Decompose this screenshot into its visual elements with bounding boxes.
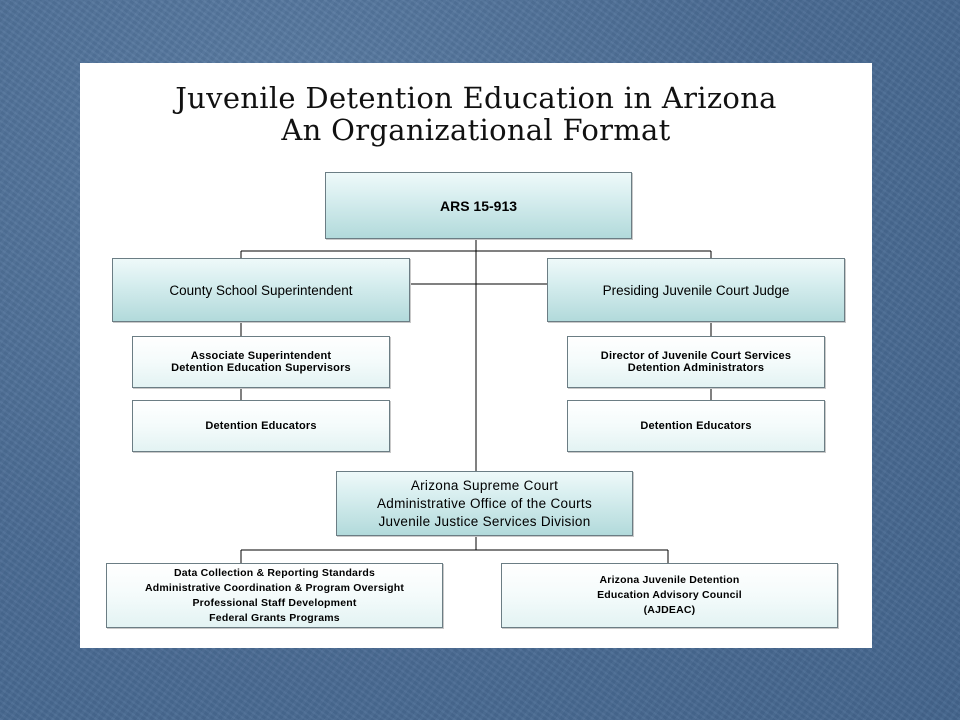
diagram-title-line-2: An Organizational Format [281, 113, 671, 147]
node-detention-educators-right [567, 400, 825, 452]
node-county-school-superintendent [112, 258, 410, 322]
node-educators-right-line-1: Detention Educators [640, 420, 752, 432]
node-council-line-1: Arizona Juvenile Detention [599, 574, 740, 586]
node-ars-line-1: ARS 15-913 [439, 197, 518, 214]
node-standards-line-1: Data Collection & Reporting Standards [173, 566, 376, 579]
node-ars-15-913 [325, 172, 632, 239]
slide-canvas [80, 63, 872, 648]
node-associate-line-2: Detention Education Supervisors [171, 362, 351, 374]
node-judge-line-1: Presiding Juvenile Court Judge [602, 282, 790, 298]
node-director-line-1: Director of Juvenile Court Services [600, 350, 792, 362]
node-council-line-3: (AJDEAC) [643, 604, 696, 616]
node-director-line-2: Detention Administrators [627, 362, 765, 374]
node-associate-line-1: Associate Superintendent [190, 350, 332, 362]
node-supreme-line-1: Arizona Supreme Court [410, 477, 559, 493]
node-educators-left-line-1: Detention Educators [205, 420, 317, 432]
diagram-title-line-1: Juvenile Detention Education in Arizona [175, 81, 777, 115]
node-supreme-line-3: Juvenile Justice Services Division [378, 513, 591, 529]
node-arizona-supreme-court [336, 471, 633, 536]
node-director-juvenile-court-services [567, 336, 825, 388]
node-supreme-line-2: Administrative Office of the Courts [376, 495, 593, 511]
node-associate-superintendent [132, 336, 390, 388]
node-county-line-1: County School Superintendent [169, 282, 353, 298]
node-standards-and-programs [106, 563, 443, 628]
node-council-line-2: Education Advisory Council [597, 589, 742, 601]
node-standards-line-4: Federal Grants Programs [209, 611, 340, 624]
node-standards-line-2: Administrative Coordination & Program Oversight [144, 581, 405, 594]
node-presiding-juvenile-court-judge [547, 258, 845, 322]
node-detention-educators-left [132, 400, 390, 452]
node-advisory-council [501, 563, 838, 628]
node-standards-line-3: Professional Staff Development [192, 596, 357, 609]
